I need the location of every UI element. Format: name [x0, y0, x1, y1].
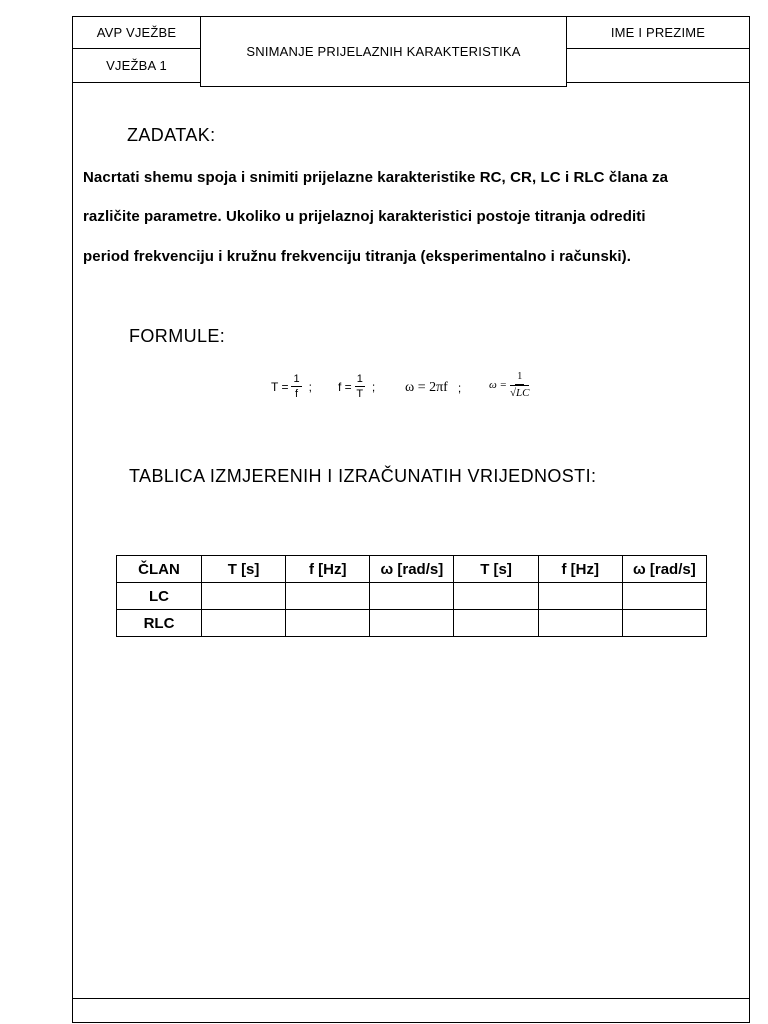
formula-frequency	[338, 372, 375, 401]
row-label-rlc: RLC	[117, 610, 202, 637]
task-line-2: različite parametre. Ukoliko u prijelaznoj karakteristici postoje titranja odrediti	[83, 208, 646, 225]
col-header-member: ČLAN	[117, 556, 202, 583]
name-label: IME I PREZIME	[610, 25, 706, 40]
title-cell	[200, 16, 567, 87]
document-title: SNIMANJE PRIJELAZNIH KARAKTERISTIKA	[246, 44, 521, 59]
table-cell[interactable]	[538, 583, 622, 610]
formula-frequency-fraction	[355, 372, 365, 401]
table-cell[interactable]	[454, 610, 538, 637]
table-cell[interactable]	[286, 583, 370, 610]
formula-frequency-den: T	[356, 388, 364, 400]
table-cell[interactable]	[538, 610, 622, 637]
table-cell[interactable]	[454, 583, 538, 610]
header-rule	[72, 82, 201, 83]
formula-frequency-lhs: f =	[338, 379, 352, 394]
table-heading: TABLICA IZMJERENIH I IZRAČUNATIH VRIJEDNOSTI:	[129, 466, 597, 486]
formula-resonance-lhs: ω =	[489, 379, 507, 391]
formula-resonance-fraction	[510, 370, 530, 400]
formula-angular	[405, 380, 461, 396]
formula-period-lhs: T =	[271, 379, 289, 394]
formula-period	[271, 372, 312, 401]
exercise-cell	[72, 48, 201, 83]
table-cell[interactable]	[370, 583, 454, 610]
col-header-angular-calculated: ω [rad/s]	[622, 556, 706, 583]
footer-rule	[72, 998, 750, 999]
col-header-period-measured: T [s]	[202, 556, 286, 583]
formula-resonance	[489, 370, 532, 400]
table-row	[117, 583, 707, 610]
page-frame	[72, 16, 750, 1023]
table-cell[interactable]	[622, 610, 706, 637]
formula-sep-1: ;	[308, 379, 312, 394]
course-cell	[72, 16, 201, 49]
header-rule-right	[566, 82, 750, 83]
table-cell[interactable]	[286, 610, 370, 637]
formula-frequency-num: 1	[356, 373, 363, 385]
formula-sep-3: ;	[457, 381, 462, 395]
task-line-3: period frekvenciju i kružnu frekvenciju titranja (eksperimentalno i računski).	[83, 248, 631, 265]
formula-resonance-num: 1	[515, 370, 524, 385]
table-cell[interactable]	[622, 583, 706, 610]
table-row	[117, 610, 707, 637]
table-cell[interactable]	[202, 610, 286, 637]
task-line-1: Nacrtati shemu spoja i snimiti prijelazne karakteristike RC, CR, LC i RLC člana za	[83, 169, 669, 186]
name-field[interactable]	[566, 48, 750, 83]
name-label-cell	[566, 16, 750, 49]
formula-period-fraction	[291, 372, 301, 401]
formula-sep-2: ;	[371, 379, 376, 394]
formula-period-num: 1	[293, 373, 300, 385]
col-header-angular-measured: ω [rad/s]	[370, 556, 454, 583]
table-cell[interactable]	[202, 583, 286, 610]
exercise-label: VJEŽBA 1	[106, 58, 167, 73]
col-header-frequency-calculated: f [Hz]	[538, 556, 622, 583]
col-header-frequency-measured: f [Hz]	[286, 556, 370, 583]
row-label-lc: LC	[117, 583, 202, 610]
formula-resonance-den: √LC	[509, 387, 530, 399]
task-heading: ZADATAK:	[127, 125, 216, 145]
formulas-heading: FORMULE:	[129, 326, 226, 346]
table-cell[interactable]	[370, 610, 454, 637]
formula-angular-text: ω = 2πf	[405, 380, 448, 395]
col-header-period-calculated: T [s]	[454, 556, 538, 583]
course-label: AVP VJEŽBE	[96, 25, 177, 40]
formula-period-den: f	[295, 388, 299, 400]
measurement-table	[116, 555, 707, 637]
table-header-row	[117, 556, 707, 583]
